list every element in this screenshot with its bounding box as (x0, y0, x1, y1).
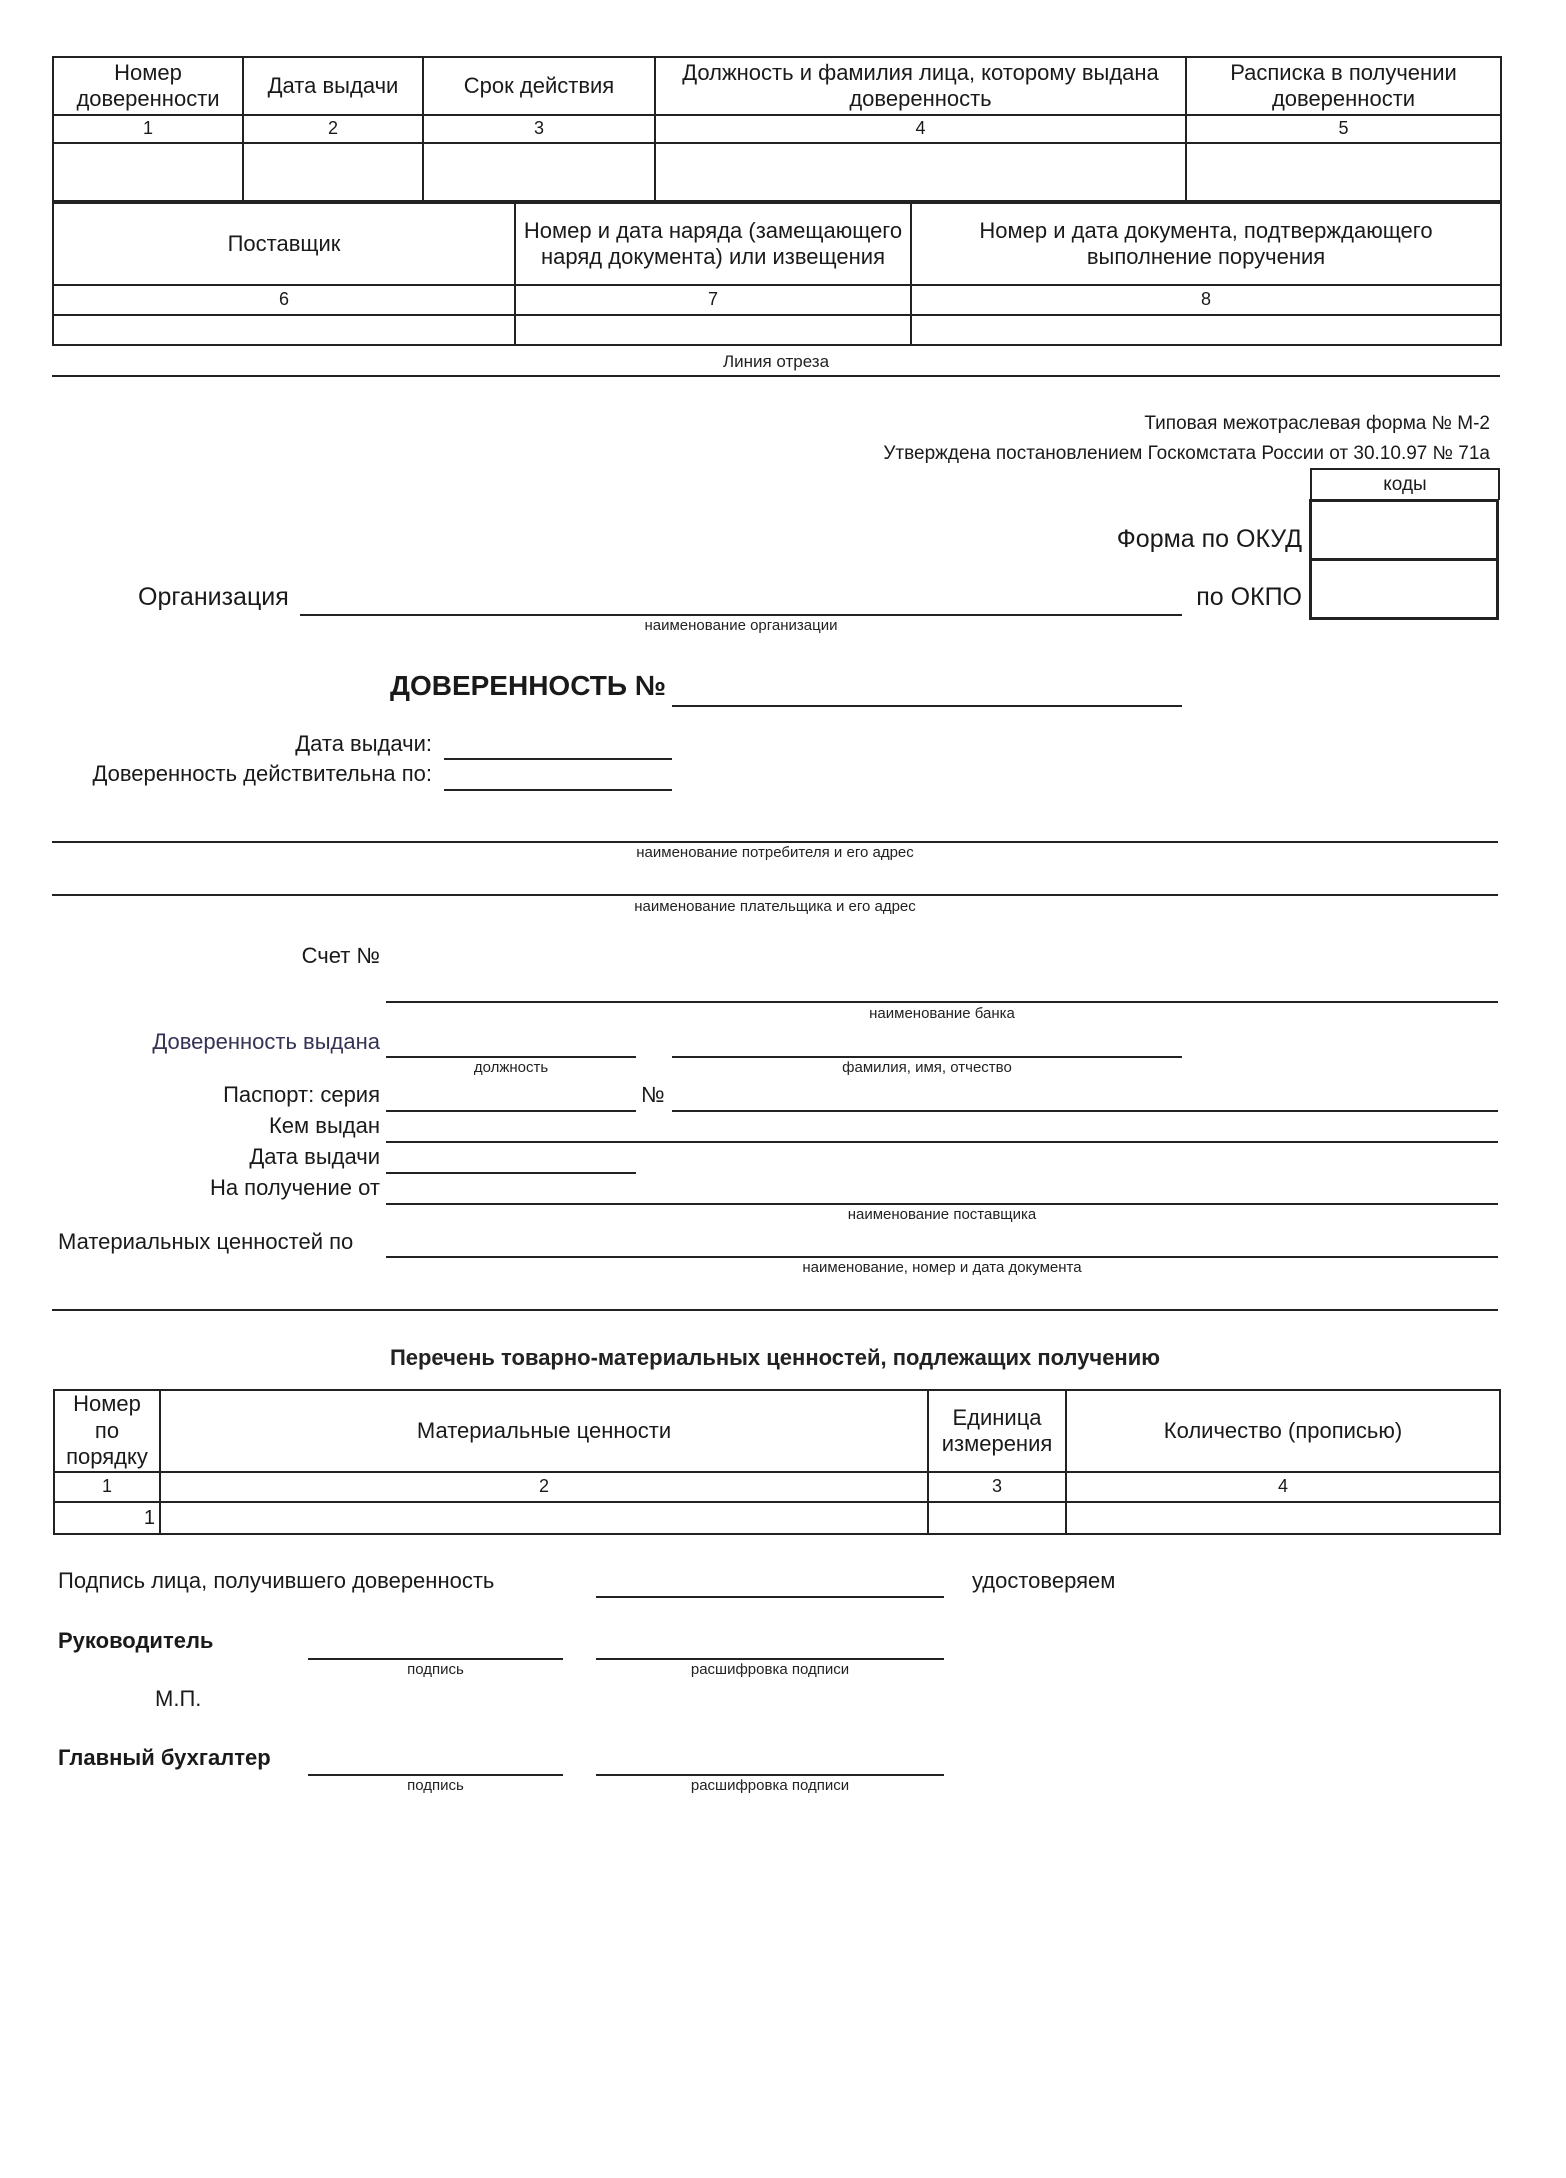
valid-until-label: Доверенность действительна по: (92, 761, 432, 786)
blank-cell[interactable] (243, 143, 423, 201)
poa-number-field[interactable] (672, 705, 1182, 707)
bank-caption: наименование банка (869, 1005, 1015, 1022)
position-caption: должность (473, 1059, 549, 1076)
accountant-decode-caption: расшифровка подписи (690, 1777, 850, 1794)
certify-label: удостоверяем (972, 1568, 1116, 1593)
bank-field[interactable] (386, 1001, 1498, 1003)
col-number-5: 5 (1186, 115, 1501, 143)
accountant-decode-field[interactable] (596, 1774, 944, 1776)
col-number-2: 2 (160, 1472, 928, 1502)
col-header-validity: Срок действия (423, 57, 655, 115)
page-title: ДОВЕРЕННОСТЬ № (390, 670, 666, 701)
account-label: Счет № (301, 943, 380, 968)
codes-header: коды (1310, 468, 1500, 500)
passport-series-label: Паспорт: серия (223, 1082, 380, 1107)
col-header-supplier: Поставщик (53, 203, 515, 285)
passport-number-label: № (641, 1082, 665, 1107)
stamp-label: М.П. (155, 1686, 202, 1711)
consumer-caption: наименование потребителя и его адрес (636, 844, 914, 861)
col-header-issued-to: Должность и фамилия лица, которому выдана доверенность (655, 57, 1186, 115)
okpo-code-box[interactable] (1309, 558, 1499, 620)
organization-caption: наименование организации (644, 617, 838, 634)
accountant-signature-field[interactable] (308, 1774, 563, 1776)
payer-field[interactable] (52, 894, 1498, 896)
list-title: Перечень товарно-материальных ценностей, подлежащих получению (389, 1345, 1161, 1370)
unit-cell[interactable] (928, 1502, 1066, 1534)
col-header-order: Номер и дата наряда (замещающего наряд документа) или извещения (515, 203, 911, 285)
materials-cell[interactable] (160, 1502, 928, 1534)
blank-cell[interactable] (655, 143, 1186, 201)
quantity-cell[interactable] (1066, 1502, 1500, 1534)
materials-label: Материальных ценностей по (58, 1229, 354, 1254)
head-signature-caption: подпись (407, 1661, 464, 1678)
form-type-text: Типовая межотраслевая форма № М-2 (1144, 413, 1490, 434)
head-signature-field[interactable] (308, 1658, 563, 1660)
cut-line (52, 375, 1500, 377)
col-number-7: 7 (515, 285, 911, 315)
holder-signature-field[interactable] (596, 1596, 944, 1598)
okud-code-box[interactable] (1309, 499, 1499, 561)
col-number-4: 4 (1066, 1472, 1500, 1502)
okpo-label: по ОКПО (1196, 583, 1302, 611)
form-approval-text: Утверждена постановлением Госкомстата России от 30.10.97 № 71а (883, 443, 1490, 464)
accountant-label: Главный бухгалтер (58, 1745, 271, 1770)
extra-line[interactable] (52, 1309, 1498, 1311)
head-label: Руководитель (58, 1628, 214, 1653)
col-number-8: 8 (911, 285, 1501, 315)
okud-label: Форма по ОКУД (1116, 525, 1302, 553)
payer-caption: наименование плательщика и его адрес (634, 898, 916, 915)
document-field[interactable] (386, 1256, 1498, 1258)
col-header-confirmation: Номер и дата документа, подтверждающего выполнение поручения (911, 203, 1501, 285)
blank-cell[interactable] (53, 143, 243, 201)
row-number-cell[interactable]: 1 (54, 1502, 160, 1534)
stub-table-2 (52, 202, 1502, 346)
table-row (54, 1502, 1500, 1534)
col-number-3: 3 (423, 115, 655, 143)
col-number-4: 4 (655, 115, 1186, 143)
receive-from-label: На получение от (209, 1175, 380, 1200)
passport-number-field[interactable] (672, 1110, 1498, 1112)
passport-date-field[interactable] (386, 1172, 636, 1174)
col-header-row-number: Номер по порядку (54, 1390, 160, 1472)
col-header-quantity: Количество (прописью) (1066, 1390, 1500, 1472)
col-header-issue-date: Дата выдачи (243, 57, 423, 115)
valid-until-field[interactable] (444, 789, 672, 791)
document-caption: наименование, номер и дата документа (802, 1259, 1082, 1276)
accountant-signature-caption: подпись (407, 1777, 464, 1794)
blank-cell[interactable] (53, 315, 515, 345)
passport-date-label: Дата выдачи (249, 1144, 380, 1169)
head-decode-caption: расшифровка подписи (690, 1661, 850, 1678)
blank-cell[interactable] (911, 315, 1501, 345)
issued-by-field[interactable] (386, 1141, 1498, 1143)
full-name-field[interactable] (672, 1056, 1182, 1058)
issue-date-label: Дата выдачи: (295, 731, 432, 756)
organization-field[interactable] (300, 614, 1182, 616)
blank-cell[interactable] (515, 315, 911, 345)
blank-cell[interactable] (423, 143, 655, 201)
stub-table-1 (52, 56, 1502, 202)
col-number-1: 1 (53, 115, 243, 143)
col-number-2: 2 (243, 115, 423, 143)
col-header-receipt: Расписка в получении доверенности (1186, 57, 1501, 115)
blank-cell[interactable] (1186, 143, 1501, 201)
position-field[interactable] (386, 1056, 636, 1058)
supplier-caption: наименование поставщика (847, 1206, 1037, 1223)
issued-by-label: Кем выдан (268, 1113, 380, 1138)
col-number-1: 1 (54, 1472, 160, 1502)
consumer-field[interactable] (52, 841, 1498, 843)
holder-signature-label: Подпись лица, получившего доверенность (58, 1568, 495, 1593)
items-table (53, 1389, 1501, 1535)
col-header-unit: Единица измерения (928, 1390, 1066, 1472)
col-header-materials: Материальные ценности (160, 1390, 928, 1472)
issued-to-label: Доверенность выдана (152, 1029, 380, 1054)
cut-line-label: Линия отреза (722, 352, 830, 371)
supplier-field[interactable] (386, 1203, 1498, 1205)
organization-label: Организация (138, 583, 289, 611)
head-decode-field[interactable] (596, 1658, 944, 1660)
col-number-3: 3 (928, 1472, 1066, 1502)
col-header-number: Номер доверенности (53, 57, 243, 115)
passport-series-field[interactable] (386, 1110, 636, 1112)
col-number-6: 6 (53, 285, 515, 315)
full-name-caption: фамилия, имя, отчество (842, 1059, 1012, 1076)
issue-date-field[interactable] (444, 758, 672, 760)
